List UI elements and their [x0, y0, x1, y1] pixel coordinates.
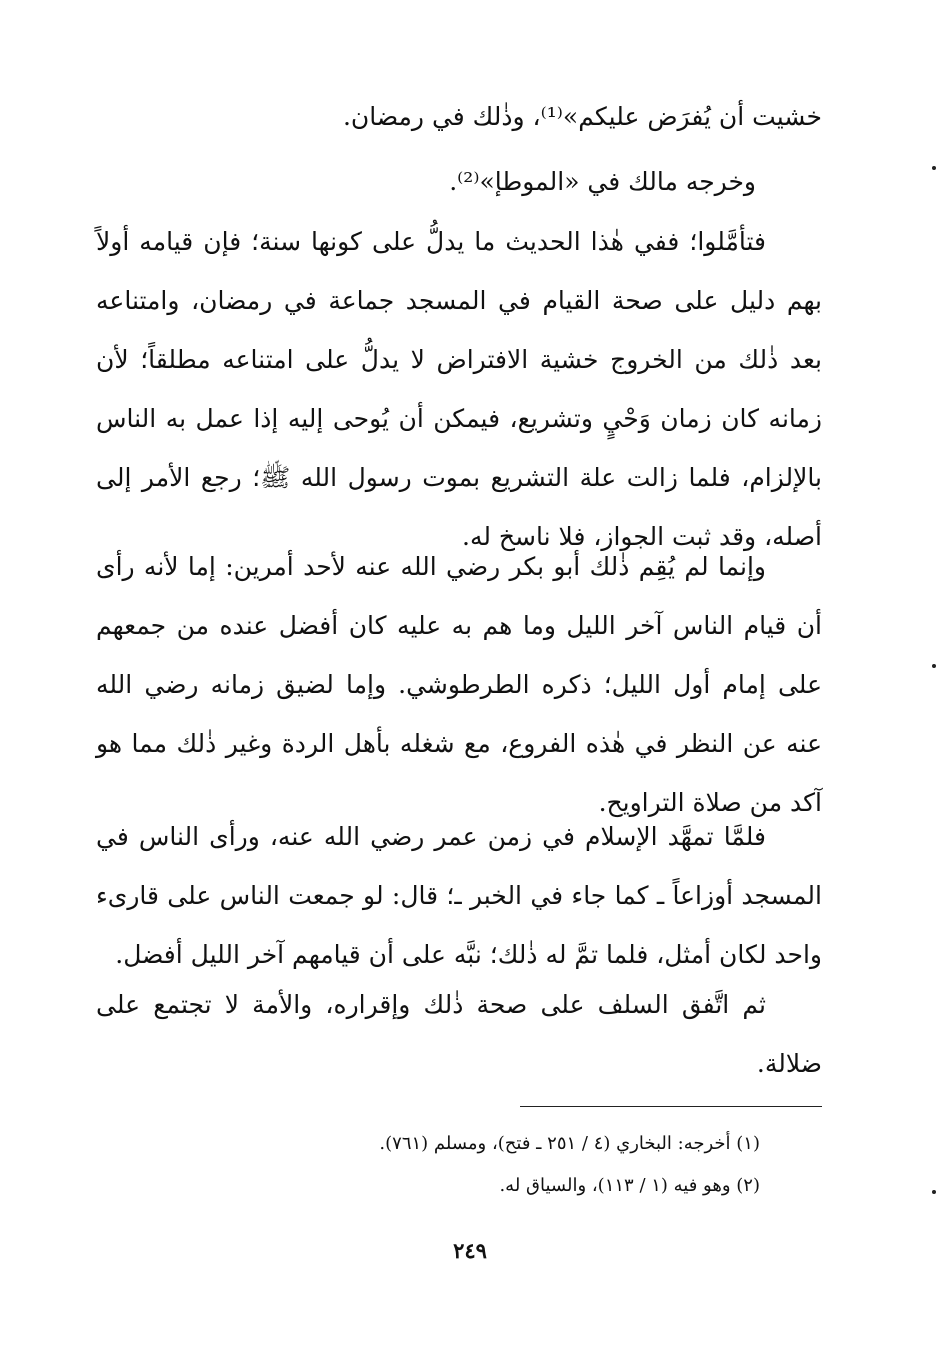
margin-dot	[932, 664, 936, 668]
second-line	[96, 162, 822, 202]
paragraph-4: ثم اتَّفق السلف على صحة ذٰلك وإقراره، والأمة لا تجتمع على ضلالة.	[96, 990, 822, 1078]
margin-dot	[932, 166, 936, 170]
second-line-text: وخرجه مالك في «الموطإ»⁽²⁾.	[449, 167, 756, 196]
paragraph-2: وإنما لم يُقِم ذٰلك أبو بكر رضي الله عنه لأحد أمرين: إما لأنه رأى أن قيام الناس آخر الليل وما هم به عليه كان أفضل عنده من جمعهم على إمام أول الليل؛ ذكره الطرطوشي. وإما لضيق زمانه رضي الله عنه عن النظر في هٰذه الفروع، مع شغله بأهل الردة وغير ذٰلك مما هو آكد من صلاة التراويح.	[96, 552, 822, 817]
main-text-block-2	[96, 537, 822, 832]
main-text-block-4	[96, 975, 822, 1093]
main-text-block-3	[96, 807, 822, 984]
main-text-block-1	[96, 212, 822, 566]
footnote-2: (٢) وهو فيه (١ / ١١٣)، والسياق له.	[499, 1175, 760, 1196]
footnote-1: (١) أخرجه: البخاري (٤ / ٢٥١ ـ فتح)، ومسلم (٧٦١).	[379, 1133, 760, 1154]
margin-dot	[932, 1190, 936, 1194]
paragraph-1: فتأمَّلوا؛ ففي هٰذا الحديث ما يدلُّ على كونها سنة؛ فإن قيامه أولاً بهم دليل على صحة القيام في المسجد جماعة في رمضان، وامتناعه بعد ذٰلك من الخروج خشية الافتراض لا يدلُّ على امتناعه مطلقاً؛ لأن زمانه كان زمان وَحْيٍ وتشريع، فيمكن أن يُوحى إليه إذا عمل به الناس بالإلزام، فلما زالت علة التشريع بموت رسول الله ﷺ؛ رجع الأمر إلى أصله، وقد ثبت الجواز، فلا ناسخ له.	[96, 227, 822, 551]
continued-line: خشيت أن يُفرَض عليكم»⁽¹⁾، وذٰلك في رمضان.	[342, 102, 822, 131]
page-number: ٢٤٩	[453, 1238, 487, 1263]
footnote-separator	[520, 1106, 822, 1107]
paragraph-3: فلمَّا تمهَّد الإسلام في زمن عمر رضي الله عنه، ورأى الناس في المسجد أوزاعاً ـ كما جاء في الخبر ـ؛ قال: لو جمعت الناس على قارىء واحد لكان أمثل، فلما تمَّ له ذٰلك؛ نبَّه على أن قيامهم آخر الليل أفضل.	[96, 822, 822, 969]
